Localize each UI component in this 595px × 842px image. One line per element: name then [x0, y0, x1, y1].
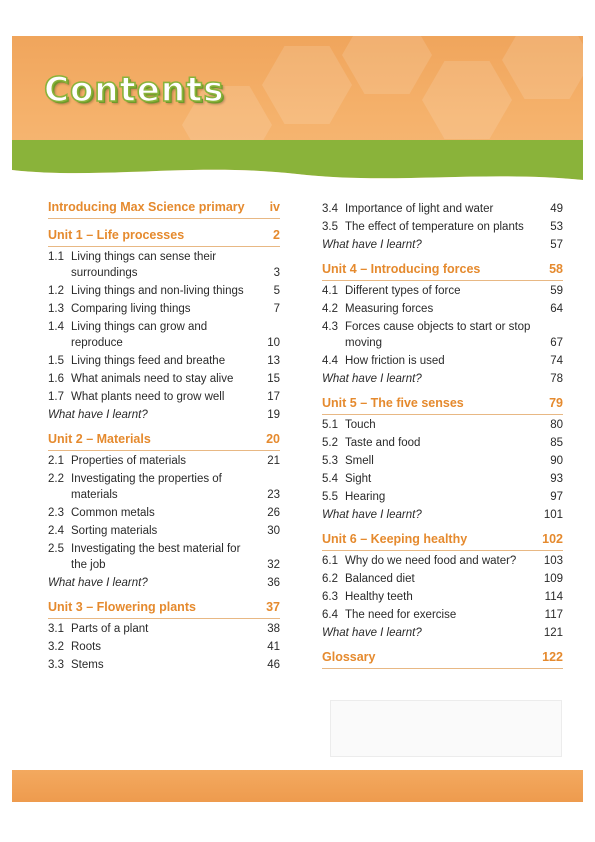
section-title: Why do we need food and water?	[345, 555, 517, 567]
unit-heading	[322, 531, 563, 547]
review-item	[322, 507, 563, 523]
section-page-number: 53	[550, 221, 563, 233]
section-page-number: 93	[550, 473, 563, 485]
section-number: 4.1	[322, 285, 338, 297]
section-number: 3.4	[322, 203, 338, 215]
section-page-number: 7	[273, 303, 280, 315]
unit-title: Introducing Max Science primary	[48, 200, 245, 214]
contents-item	[322, 353, 563, 369]
section-number: 5.1	[322, 419, 338, 431]
unit-heading	[48, 599, 280, 615]
contents-item	[322, 453, 563, 469]
section-page-number: 21	[267, 455, 280, 467]
section-number: 5.5	[322, 491, 338, 503]
section-title: What animals need to stay alive	[71, 373, 234, 385]
section-title: Balanced diet	[345, 573, 415, 585]
section-number: 1.6	[48, 373, 64, 385]
unit-heading	[322, 649, 563, 665]
section-title: Common metals	[71, 507, 155, 519]
section-title: Smell	[345, 455, 374, 467]
section-page-number: 114	[544, 591, 563, 603]
contents-item	[322, 201, 563, 217]
section-page-number: 117	[544, 609, 563, 621]
section-page-number: 41	[267, 641, 280, 653]
section-number: 1.1	[48, 251, 64, 263]
section-page-number: 103	[543, 555, 563, 567]
contents-item	[48, 283, 280, 299]
section-number: 1.2	[48, 285, 64, 297]
unit-title: Unit 1 – Life processes	[48, 228, 185, 242]
section-number: 2.3	[48, 507, 64, 519]
section-number: 6.3	[322, 591, 338, 603]
section-number: 1.4	[48, 321, 64, 333]
section-title: Stems	[71, 659, 104, 671]
unit-title: Unit 6 – Keeping healthy	[322, 532, 468, 546]
section-number: 4.3	[322, 321, 338, 333]
hexagon-decoration	[342, 36, 432, 94]
section-title: Hearing	[345, 491, 386, 503]
unit-heading	[48, 227, 280, 243]
section-title: What have I learnt?	[322, 509, 422, 521]
section-title: Living things can sense their surroundings	[71, 251, 217, 279]
review-item	[322, 371, 563, 387]
heading-rule	[48, 450, 280, 451]
section-page-number: 10	[267, 337, 280, 349]
contents-item	[48, 453, 280, 469]
section-page-number: 64	[550, 303, 563, 315]
section-title: Roots	[71, 641, 102, 653]
contents-item	[48, 319, 280, 351]
contents-item	[48, 371, 280, 387]
contents-item	[322, 283, 563, 299]
section-page-number: 85	[550, 437, 563, 449]
section-page-number: 80	[550, 419, 563, 431]
heading-rule	[322, 668, 563, 669]
contents-item	[48, 301, 280, 317]
section-number: 4.4	[322, 355, 338, 367]
contents-item	[322, 319, 563, 351]
section-title: What have I learnt?	[322, 627, 422, 639]
heading-rule	[322, 414, 563, 415]
contents-item	[48, 353, 280, 369]
section-number: 2.5	[48, 543, 64, 555]
contents-item	[48, 621, 280, 637]
section-page-number: 59	[550, 285, 563, 297]
section-title: What have I learnt?	[48, 409, 148, 421]
unit-page-number: 20	[266, 432, 280, 446]
section-number: 2.4	[48, 525, 64, 537]
section-title: What have I learnt?	[48, 577, 148, 589]
contents-item	[48, 249, 280, 281]
review-item	[322, 237, 563, 253]
hexagon-decoration	[422, 61, 512, 139]
contents-item	[48, 389, 280, 405]
section-page-number: 3	[273, 267, 280, 279]
section-page-number: 26	[267, 507, 280, 519]
unit-page-number: 2	[273, 228, 280, 242]
review-item	[322, 625, 563, 641]
page-title: Contents	[44, 70, 225, 110]
hexagon-decoration	[502, 36, 583, 99]
faded-text-box	[330, 700, 562, 757]
section-number: 6.4	[322, 609, 338, 621]
contents-right-column	[322, 199, 563, 669]
unit-page-number: 37	[266, 600, 280, 614]
section-title: Parts of a plant	[71, 623, 149, 635]
section-page-number: 121	[543, 627, 563, 639]
unit-heading	[322, 261, 563, 277]
section-page-number: 13	[267, 355, 280, 367]
section-number: 3.3	[48, 659, 64, 671]
contents-item	[48, 639, 280, 655]
section-page-number: 36	[267, 577, 280, 589]
heading-rule	[48, 246, 280, 247]
section-title: Living things feed and breathe	[71, 355, 226, 367]
section-page-number: 74	[550, 355, 563, 367]
section-title: Forces cause objects to start or stop moving	[345, 321, 531, 349]
heading-rule	[322, 280, 563, 281]
unit-heading	[48, 199, 280, 215]
section-page-number: 5	[273, 285, 280, 297]
section-number: 3.1	[48, 623, 64, 635]
unit-title: Unit 3 – Flowering plants	[48, 600, 196, 614]
section-title: Different types of force	[345, 285, 461, 297]
section-number: 5.3	[322, 455, 338, 467]
section-title: Living things and non-living things	[71, 285, 244, 297]
section-page-number: 78	[550, 373, 563, 385]
section-number: 5.2	[322, 437, 338, 449]
section-title: What plants need to grow well	[71, 391, 225, 403]
section-number: 1.7	[48, 391, 64, 403]
heading-rule	[48, 218, 280, 219]
unit-page-number: iv	[269, 200, 280, 214]
footer-band	[12, 770, 583, 802]
contents-item	[48, 505, 280, 521]
section-title: Importance of light and water	[345, 203, 494, 215]
section-title: Comparing living things	[71, 303, 191, 315]
section-page-number: 109	[543, 573, 563, 585]
section-title: What have I learnt?	[322, 373, 422, 385]
heading-rule	[48, 618, 280, 619]
section-page-number: 19	[267, 409, 280, 421]
section-page-number: 67	[550, 337, 563, 349]
section-number: 2.2	[48, 473, 64, 485]
contents-item	[48, 541, 280, 573]
contents-item	[322, 489, 563, 505]
contents-item	[322, 301, 563, 317]
section-number: 1.3	[48, 303, 64, 315]
section-number: 2.1	[48, 455, 64, 467]
section-title: Sight	[345, 473, 372, 485]
unit-title: Unit 2 – Materials	[48, 432, 151, 446]
section-title: Properties of materials	[71, 455, 187, 467]
section-title: Sorting materials	[71, 525, 158, 537]
section-title: Investigating the properties of materials	[71, 473, 222, 501]
section-title: The need for exercise	[345, 609, 457, 621]
section-page-number: 30	[267, 525, 280, 537]
section-title: Touch	[345, 419, 376, 431]
section-title: Living things can grow and reproduce	[71, 321, 208, 349]
section-page-number: 23	[267, 489, 280, 501]
review-item	[48, 407, 280, 423]
section-title: Healthy teeth	[345, 591, 413, 603]
contents-item	[322, 553, 563, 569]
contents-item	[322, 571, 563, 587]
section-title: How friction is used	[345, 355, 445, 367]
section-page-number: 101	[543, 509, 563, 521]
heading-rule	[322, 550, 563, 551]
section-page-number: 49	[550, 203, 563, 215]
unit-heading	[48, 431, 280, 447]
section-page-number: 32	[267, 559, 280, 571]
contents-item	[322, 219, 563, 235]
contents-item	[322, 589, 563, 605]
section-number: 3.5	[322, 221, 338, 233]
section-title: The effect of temperature on plants	[345, 221, 524, 233]
review-item	[48, 575, 280, 591]
section-number: 1.5	[48, 355, 64, 367]
unit-title: Unit 4 – Introducing forces	[322, 262, 481, 276]
contents-item	[322, 435, 563, 451]
section-page-number: 97	[550, 491, 563, 503]
unit-title: Glossary	[322, 650, 376, 664]
unit-page-number: 122	[542, 650, 563, 664]
unit-page-number: 102	[542, 532, 563, 546]
contents-item	[48, 471, 280, 503]
section-page-number: 90	[550, 455, 563, 467]
contents-item	[48, 657, 280, 673]
section-title: Taste and food	[345, 437, 421, 449]
contents-left-column	[48, 199, 280, 673]
section-page-number: 15	[267, 373, 280, 385]
section-page-number: 17	[267, 391, 280, 403]
unit-page-number: 58	[549, 262, 563, 276]
section-number: 4.2	[322, 303, 338, 315]
section-page-number: 57	[550, 239, 563, 251]
contents-item	[322, 471, 563, 487]
section-number: 6.2	[322, 573, 338, 585]
section-title: Measuring forces	[345, 303, 434, 315]
contents-item	[322, 607, 563, 623]
unit-title: Unit 5 – The five senses	[322, 396, 464, 410]
contents-item	[322, 417, 563, 433]
section-number: 6.1	[322, 555, 338, 567]
unit-heading	[322, 395, 563, 411]
unit-page-number: 79	[549, 396, 563, 410]
hexagon-decoration	[262, 46, 352, 124]
section-page-number: 38	[267, 623, 280, 635]
section-page-number: 46	[267, 659, 280, 671]
section-number: 5.4	[322, 473, 338, 485]
contents-item	[48, 523, 280, 539]
section-title: What have I learnt?	[322, 239, 422, 251]
section-number: 3.2	[48, 641, 64, 653]
section-title: Investigating the best material for the job	[71, 543, 241, 571]
